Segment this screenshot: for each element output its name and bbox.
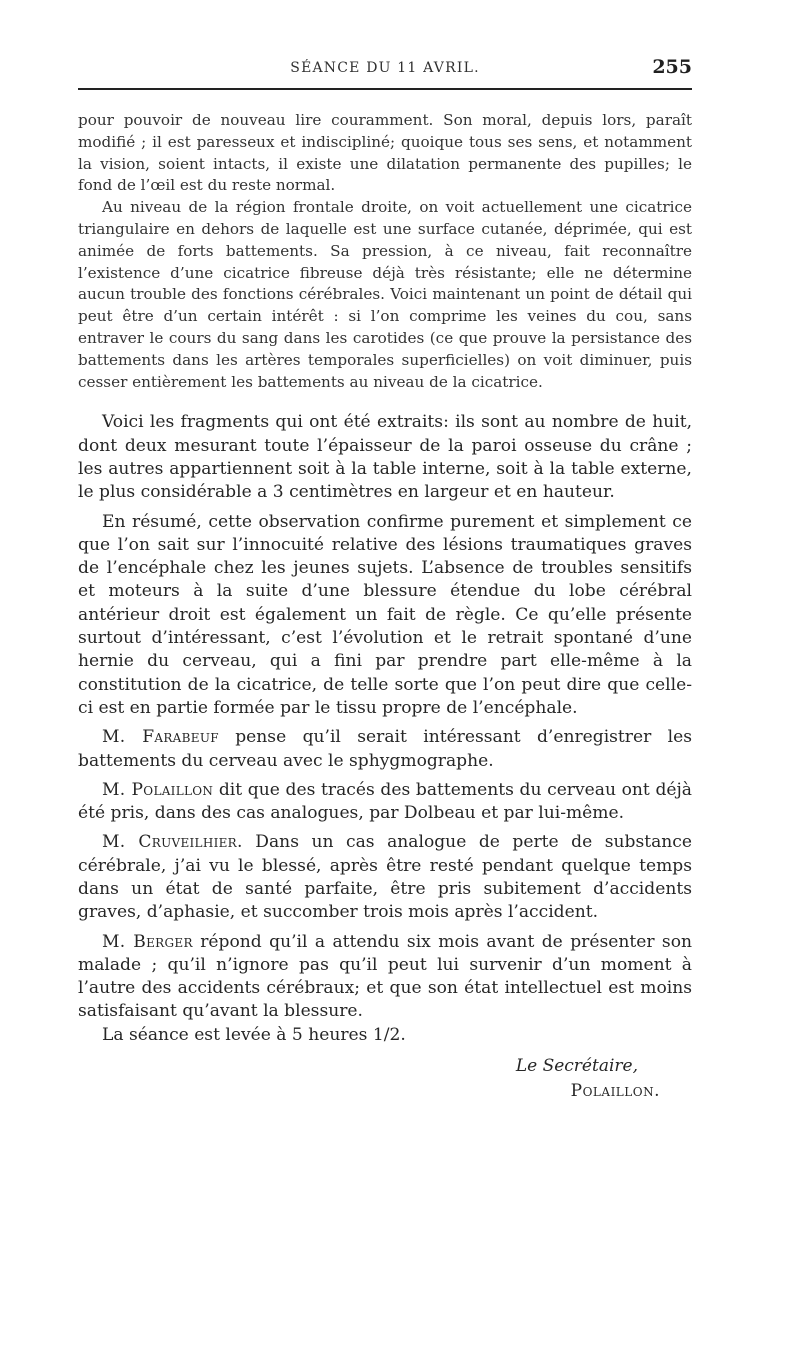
summary-paragraph: En résumé, cette observation confirme purement et simplement ce que l’on sait sur l’innocuité relative des lésions traumatiques graves de l’encéphale chez les jeunes sujets. L’absence de troubles sensitifs et moteurs à la suite d’une blessure étendue du lobe cérébral antérieur droit est également un fait de règle. Ce qu’elle présente surtout d’intéressant, c’est l’évolution et le retrait spontané d’une hernie du cerveau, qui a fini par prendre part elle-même à la constitution de la cicatrice, de telle sorte que l’on peut dire que celle-ci est en partie formée par le tissu propre de l’encéphale. — [78, 511, 692, 718]
speaker-name: M. Farabeuf — [102, 727, 219, 748]
polaillon-remark — [78, 779, 692, 826]
remark-text: pense qu’il serait intéressant d’enregistrer les battements du cerveau avec le sphygmographe. — [78, 727, 692, 771]
fragments-paragraph: Voici les fragments qui ont été extraits: ils sont au nombre de huit, dont deux mesurant toute l’épaisseur de la paroi osseuse du crâne ; les autres appartiennent soit à la table interne, soit à la table externe, le plus considérable a 3 centimètres en largeur et en hauteur. — [78, 412, 692, 503]
secretary-signature — [78, 1054, 692, 1104]
report-paragraph: pour pouvoir de nouveau lire couramment. Son moral, depuis lors, paraît modifié ; il est paresseux et indiscipliné; quoique tous ses sens, et notamment la vision, soient intacts, il existe une dilatation permanente des pupilles; le fond de l’œil est du reste normal. — [78, 111, 692, 195]
page-header — [78, 56, 692, 90]
discussion-section — [78, 411, 692, 1047]
observation-report — [78, 110, 692, 393]
speaker-name: M. Polaillon — [102, 779, 214, 800]
secretary-name: Polaillon. — [570, 1081, 660, 1102]
closing-statement: La séance est levée à 5 heures 1/2. — [102, 1024, 406, 1045]
remark-text: Dans un cas analogue de perte de substance cérébrale, j’ai vu le blessé, après être resté pendant quelque temps dans un état de santé parfaite, être pris subitement d’accidents graves, d’aphasie, et succomber trois mois après l’accident. — [78, 832, 692, 923]
speaker-name: M. Cruveilhier. — [102, 832, 243, 853]
page-number: 255 — [652, 56, 692, 78]
speaker-name: M. Berger — [102, 931, 193, 952]
cruveilhier-remark — [78, 831, 692, 924]
remark-text: répond qu’il a attendu six mois avant de présenter son malade ; qu’il n’ignore pas qu’il peut lui survenir d’un moment à l’autre des accidents cérébraux; et que son état intellectuel est moins satisfaisant qu’avant la blessure. — [78, 931, 693, 1022]
running-title: SÉANCE DU 11 AVRIL. — [290, 60, 480, 76]
secretary-title: Le Secrétaire, — [515, 1056, 638, 1077]
page-content — [78, 110, 692, 1104]
farabeuf-remark — [78, 726, 692, 773]
report-paragraph: Au niveau de la région frontale droite, on voit actuellement une cicatrice triangulaire en dehors de laquelle est une surface cutanée, déprimée, qui est animée de forts battements. Sa pression, à ce niveau, fait reconnaître l’existence d’une cicatrice fibreuse déjà très résistante; elle ne détermine aucun trouble des fonctions cérébrales. Voici maintenant un point de détail qui peut être d’un certain intérêt : si l’on comprime les veines du cou, sans entraver le cours du sang dans les carotides (ce que prouve la persistance des battements dans les artères temporales superficielles) on voit diminuer, puis cesser entièrement les battements au niveau de la cicatrice. — [78, 198, 692, 391]
berger-remark — [78, 931, 692, 1024]
remark-text: dit que des tracés des battements du cerveau ont déjà été pris, dans des cas analogues, par Dolbeau et par lui-même. — [78, 779, 692, 824]
